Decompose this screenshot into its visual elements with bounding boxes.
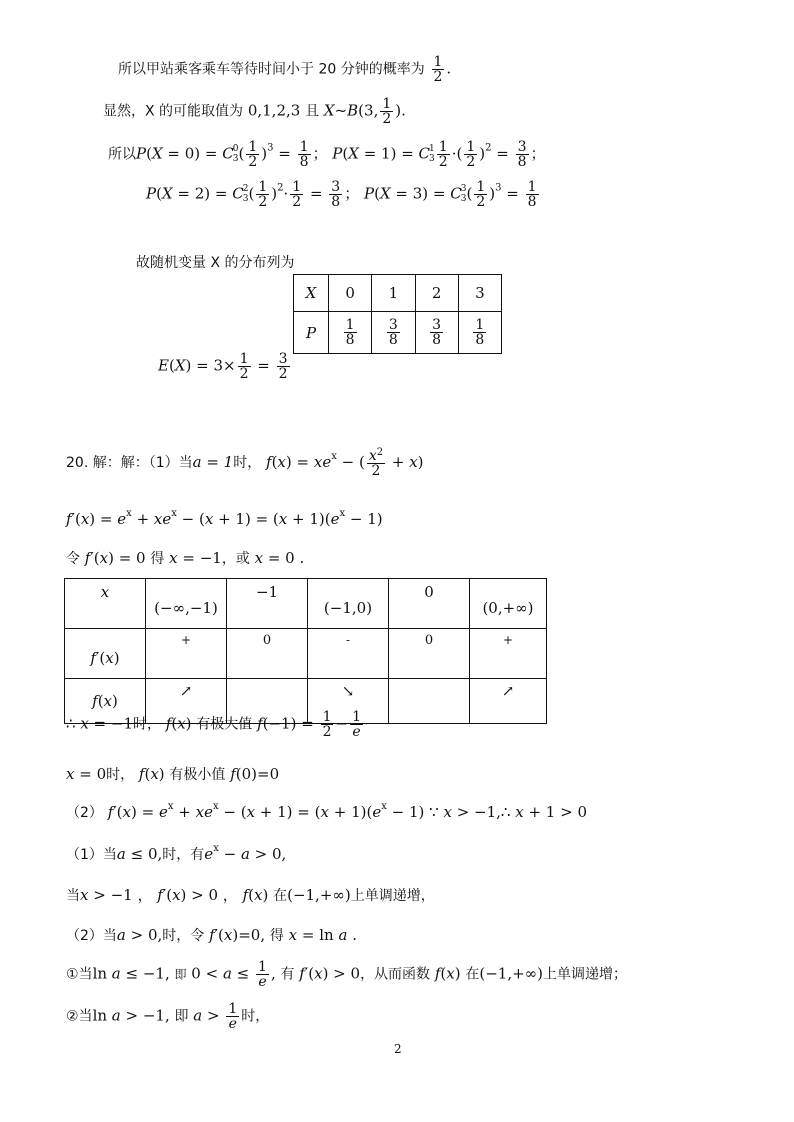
table-cell: X [294,275,329,312]
table-cell: (−1,0) [308,579,389,629]
subcase1-line: ①当ln a ≤ −1, 即 0 < a ≤ $\frac{1}{e}$ , 有 f′(x) > 0，从而函数 f(x) 在(−1,+∞)上单调递增； [66,959,628,990]
maximum-line: ∴ x = −1时， f(x) 有极大值 f(−1) = $\frac{1}{2}$ − $\frac{1}{e}$ [66,709,361,740]
table-cell: 3 [458,275,501,312]
subcase2-line: ②当ln a > −1, 即 a > $\frac{1}{e}$ 时， [66,1001,270,1032]
line-p0-p1: 所以P(X = 0) = C 0 3 ( $\frac{1}{2}$ )$^3$ = $\frac{1}{8}$ ； P(X = 1) = C 1 3 $\frac{1}{2}$ ·( $\frac{1}{2}$ )$^2$ = $\frac{3}{8}$ ； [108,139,546,170]
table-cell: 1 [372,275,415,312]
table-cell: $\frac{3}{8}$ [415,312,458,354]
q20-label: 20. 解：解：（1）当 [66,455,193,471]
table-cell: - [308,629,389,679]
line-p2-p3: P(X = 2) = C 2 3 ( $\frac{1}{2}$ )$^2$· $\frac{1}{2}$ = $\frac{3}{8}$ ； P(X = 3) = C 3 3 ( $\frac{1}{2}$ )$^3$ = $\frac{1}{8}$ [146,179,537,210]
minimum-line: x = 0时， f(x) 有极小值 f(0)=0 [66,765,280,783]
table-cell: $\frac{1}{8}$ [458,312,501,354]
line-possible-values: 显然，X 的可能取值为 0,1,2,3 且 X~B(3, $\frac{1}{2}$ ). [103,96,406,127]
table-cell [389,679,470,724]
distribution-table [293,274,502,354]
table-cell: x [65,579,146,629]
table-cell: (−∞,−1) [146,579,227,629]
table-cell: + [470,629,547,679]
expectation-line: E(X) = 3× $\frac{1}{2}$ = $\frac{3}{2}$ [158,351,288,382]
decreasing-arrow-icon: ↘ [308,679,389,724]
case1-result-line: 当x > −1 ， f′(x) > 0 ， f(x) 在(−1,+∞)上单调递增， [66,886,435,904]
table-cell: $\frac{3}{8}$ [372,312,415,354]
increasing-arrow-icon: ↗ [470,679,547,724]
monotonicity-table [64,578,547,724]
so-text: 所以 [108,146,136,163]
part2-line: （2） $f'(x) = e^x + xe^x - (x + 1) = (x + 1)(e^x - 1)$ ∵ x > −1,∴ x + 1 > 0 [66,801,587,821]
case2-line: （2）当a > 0,时，令 f′(x)=0, 得 x = ln a . [66,926,357,944]
possible-values-text: 显然，X 的可能取值为 [103,103,244,120]
table-cell: 0 [389,629,470,679]
table-cell: (0,+∞) [470,579,547,629]
case1-line: （1）当a ≤ 0,时，有$e^x - a > 0$, [66,843,287,863]
table-cell: + [146,629,227,679]
fraction-one-half: $\frac{1}{2}$ [433,54,443,85]
q20-first-line: 20. 解：解：（1）当a = 1时， $f(x) = xe^x$ − ( $\frac{x^2}{2}$ + x) [66,447,424,479]
line-probability-less-than-20: 所以甲站乘客乘车等待时间小于 20 分钟的概率为 $\frac{1}{2}$ . [118,54,452,85]
table-cell: 0 [329,275,372,312]
table-cell: f′(x) [65,629,146,679]
table-cell: −1 [227,579,308,629]
and-text: 且 [305,103,320,120]
increasing-arrow-icon: ↗ [146,679,227,724]
values-list: 0,1,2,3 [247,101,301,120]
table-cell: 2 [415,275,458,312]
table-cell: 0 [227,629,308,679]
table-cell: f(x) [65,679,146,724]
table-row [65,579,547,629]
table-cell: $\frac{1}{8}$ [329,312,372,354]
table-row [294,312,502,354]
probability-text: 所以甲站乘客乘车等待时间小于 20 分钟的概率为 [118,61,425,78]
zeros-line: 令 f′(x) = 0 得 x = −1，或 x = 0 . [66,549,305,567]
table-cell: P [294,312,329,354]
derivative-line: $f'(x) = e^x + xe^x - (x + 1) = (x + 1)(e^x - 1)$ [66,508,383,528]
table-cell: 0 [389,579,470,629]
page-number: 2 [394,1042,402,1056]
table-row [294,275,502,312]
table-row [65,629,547,679]
distribution-heading: 故随机变量 X 的分布列为 [136,255,295,271]
